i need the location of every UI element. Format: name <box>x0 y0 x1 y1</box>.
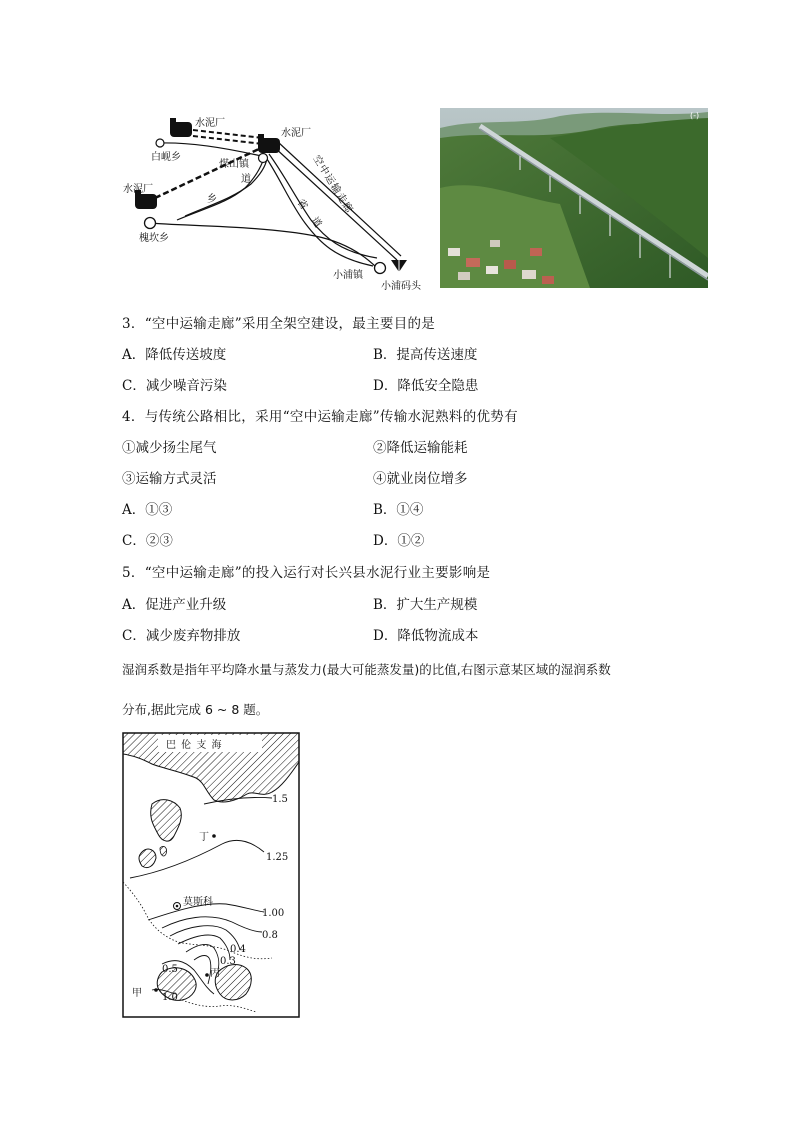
q4-option-d[interactable]: D．①② <box>373 533 425 549</box>
label-provincial-2: 道 <box>308 215 324 230</box>
q5-option-b[interactable]: B．扩大生产规模 <box>373 597 478 613</box>
label-ding: 丁 <box>199 832 209 843</box>
point-jia <box>154 988 158 992</box>
label-baixian: 白岘乡 <box>151 152 181 163</box>
q4-stem: 4．与传统公路相比，采用“空中运输走廊”传输水泥熟料的优势有 <box>122 409 518 425</box>
q4-option-a[interactable]: A．①③ <box>122 502 173 518</box>
q5-option-a[interactable]: A．促进产业升级 <box>122 597 227 613</box>
corridor-sketch-map <box>115 108 445 298</box>
label-air-corridor: 空中运输走廊 <box>310 153 355 216</box>
q4-option-c[interactable]: C．②③ <box>122 533 173 549</box>
label-iso-1-00: 1.00 <box>262 908 285 919</box>
road-white-huaikan <box>150 223 377 268</box>
label-country-road-2: 道 <box>241 174 251 185</box>
q4-statement-2: ②降低运输能耗 <box>373 440 468 456</box>
label-cement-b: 水泥厂 <box>281 128 311 139</box>
label-cement-a: 水泥厂 <box>195 118 225 129</box>
q4-statement-4: ④就业岗位增多 <box>373 471 468 487</box>
q3-option-a[interactable]: A．降低传送坡度 <box>122 347 227 363</box>
label-huaikan: 槐坎乡 <box>139 233 169 244</box>
town-circle-xiaopu <box>375 263 386 274</box>
q3-option-c[interactable]: C．减少噪音污染 <box>122 378 227 394</box>
wharf-icon <box>391 260 407 272</box>
label-xiaopu-town: 小浦镇 <box>333 270 363 281</box>
photo-corner-mark: (-) <box>690 111 700 120</box>
q5-stem: 5．“空中运输走廊”的投入运行对长兴县水泥行业主要影响是 <box>122 565 491 581</box>
label-iso-1-0: 1.0 <box>162 992 178 1003</box>
town-circle-huaikan <box>145 218 156 229</box>
southern-sea-area <box>215 965 251 1000</box>
label-barents-sea: 巴 伦 支 海 <box>166 740 223 751</box>
label-iso-0-5: 0.5 <box>162 964 178 975</box>
label-iso-0-4: 0.4 <box>230 944 246 955</box>
q4-statement-3: ③运输方式灵活 <box>122 471 217 487</box>
label-moscow: 莫斯科 <box>183 897 213 908</box>
factory-icon <box>258 134 280 153</box>
label-iso-0-8: 0.8 <box>262 930 278 941</box>
humidity-coefficient-map <box>122 732 300 1018</box>
factory-icon <box>170 118 192 137</box>
label-xiaopu-wharf: 小浦码头 <box>381 281 421 292</box>
moscow-marker-dot <box>176 905 179 908</box>
q3-stem: 3．“空中运输走廊”采用全架空建设，最主要目的是 <box>122 316 436 332</box>
q3-option-d[interactable]: D．降低安全隐患 <box>373 378 479 394</box>
label-country-road-1: 乡 <box>207 194 217 205</box>
label-bing: 丙 <box>210 968 220 979</box>
label-cement-c: 水泥厂 <box>123 184 153 195</box>
label-provincial-1: 省 <box>294 197 310 212</box>
label-iso-0-3: 0.3 <box>220 956 236 967</box>
label-iso-1-5: 1.5 <box>272 794 288 805</box>
label-meishan: 煤山镇 <box>219 159 249 170</box>
town-circle-meishan <box>259 154 268 163</box>
town-circle-baixian <box>156 139 164 147</box>
q5-option-d[interactable]: D．降低物流成本 <box>373 628 479 644</box>
lake-area <box>160 846 167 856</box>
q4-statement-1: ①减少扬尘尾气 <box>122 440 217 456</box>
q4-option-b[interactable]: B．①④ <box>373 502 424 518</box>
q3-option-b[interactable]: B．提高传送速度 <box>373 347 478 363</box>
intro-line-1: 湿润系数是指年平均降水量与蒸发力(最大可能蒸发量)的比值,右图示意某区域的湿润系数 <box>122 662 611 677</box>
corridor-photo <box>440 108 708 288</box>
label-jia: 甲 <box>132 988 142 999</box>
label-iso-1-25: 1.25 <box>266 852 289 863</box>
point-bing <box>205 973 209 977</box>
q5-option-c[interactable]: C．减少废弃物排放 <box>122 628 241 644</box>
point-ding <box>212 834 216 838</box>
intro-line-2: 分布,据此完成 6 ~ 8 题。 <box>122 702 269 717</box>
